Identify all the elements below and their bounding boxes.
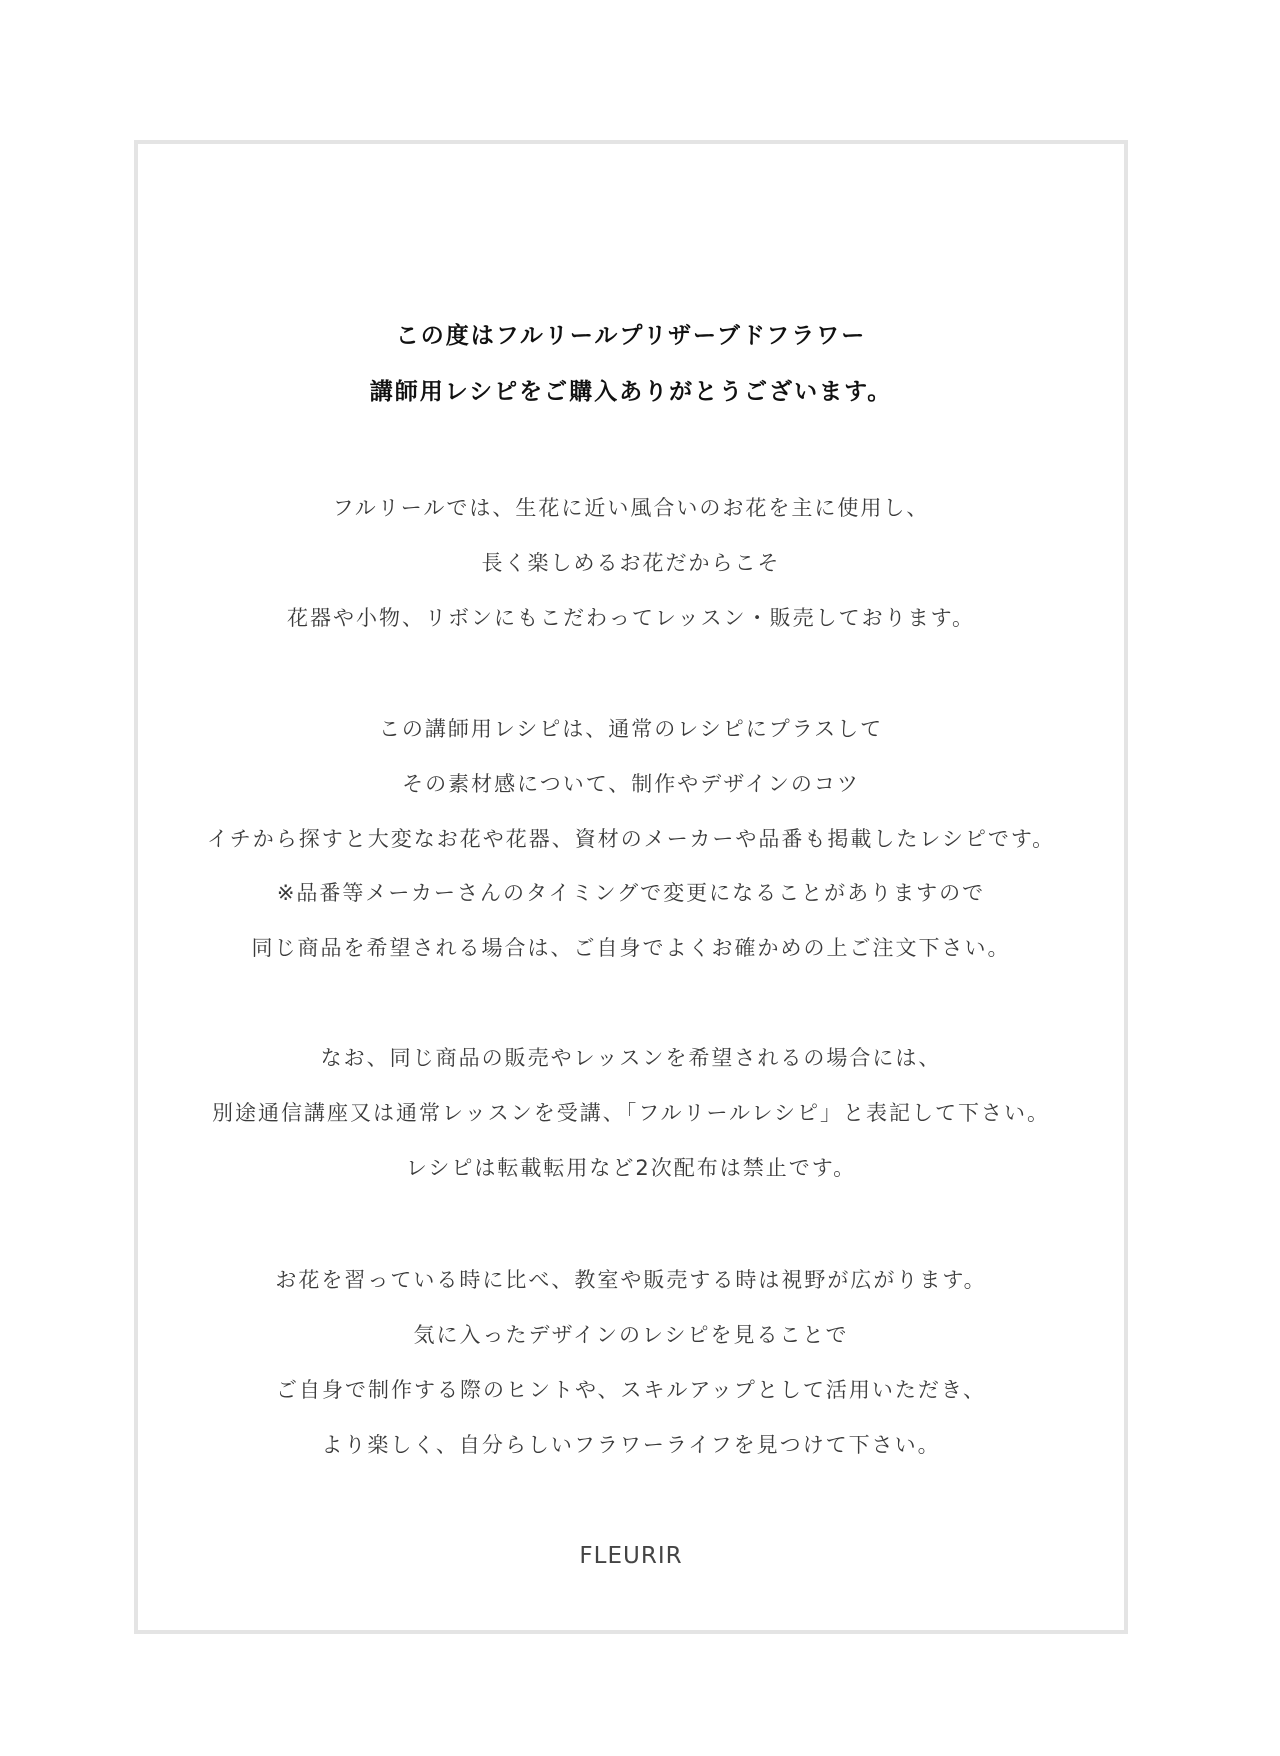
paragraph-3-line-2: 別途通信講座又は通常レッスンを受講、「フルリールレシピ」と表記して下さい。 (212, 1101, 1050, 1125)
paragraph-2-line-1: この講師用レシピは、通常のレシピにプラスして (378, 717, 884, 741)
paragraph-4-line-4: より楽しく、自分らしいフラワーライフを見つけて下さい。 (321, 1433, 941, 1457)
paragraph-3-line-1: なお、同じ商品の販売やレッスンを希望されるの場合には、 (320, 1046, 942, 1070)
paragraph-2-line-2: その素材感について、制作やデザインのコツ (402, 772, 860, 796)
paragraph-4-line-3: ご自身で制作する際のヒントや、スキルアップとして活用いただき、 (275, 1378, 987, 1402)
paragraph-1-line-2: 長く楽しめるお花だからこそ (481, 551, 781, 575)
paragraph-2-line-4: ※品番等メーカーさんのタイミングで変更になることがありますので (276, 881, 986, 905)
heading-line-2: 講師用レシピをご購入ありがとうございます。 (369, 379, 893, 405)
paragraph-1-line-1: フルリールでは、生花に近い風合いのお花を主に使用し、 (332, 496, 930, 520)
paragraph-4-line-1: お花を習っている時に比べ、教室や販売する時は視野が広がります。 (275, 1268, 987, 1292)
message-card (134, 140, 1128, 1634)
brand-signature: FLEURIR (579, 1543, 683, 1569)
paragraph-2-line-5: 同じ商品を希望される場合は、ご自身でよくお確かめの上ご注文下さい。 (251, 936, 1011, 960)
paragraph-4-line-2: 気に入ったデザインのレシピを見ることで (413, 1323, 849, 1347)
paragraph-2-line-3: イチから探すと大変なお花や花器、資材のメーカーや品番も掲載したレシピです。 (206, 827, 1056, 851)
paragraph-3-line-3: レシピは転載転用など2次配布は禁止です。 (405, 1156, 857, 1180)
heading-line-1: この度はフルリールプリザーブドフラワー (395, 323, 867, 349)
paragraph-1-line-3: 花器や小物、リボンにもこだわってレッスン・販売しております。 (287, 606, 975, 630)
